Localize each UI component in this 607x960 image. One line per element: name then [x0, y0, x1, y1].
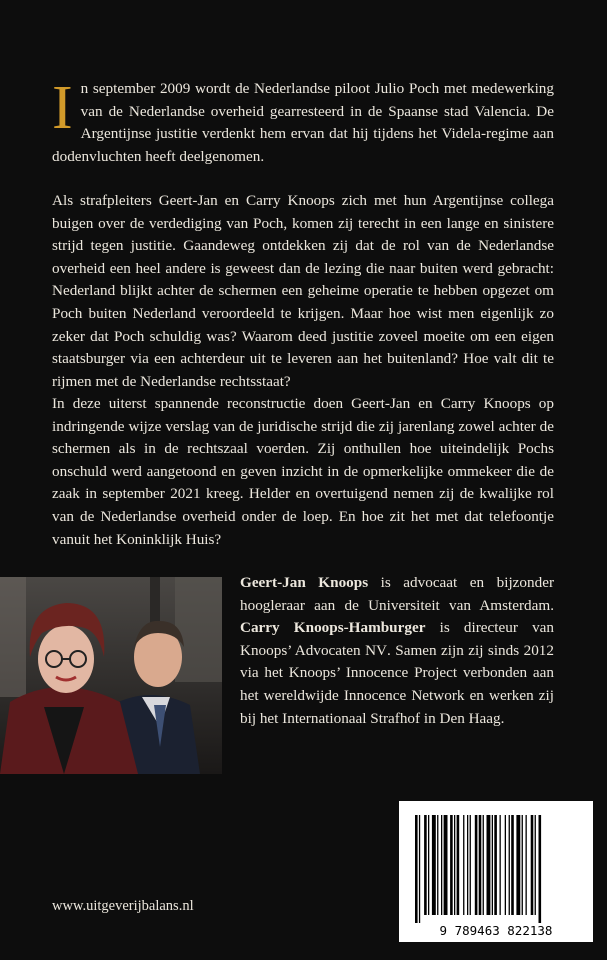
barcode-bar	[454, 815, 455, 915]
barcode-bar	[505, 815, 506, 915]
barcode-bar	[509, 815, 510, 915]
author-name-geert-jan: Geert-Jan Knoops	[240, 574, 369, 591]
barcode-bar	[475, 815, 478, 915]
barcode-bar	[492, 815, 493, 915]
synopsis-paragraph: Als strafpleiters Geert-Jan en Carry Knoops zich met hun Argentijnse collega buigen over de verdediging van Poch, komen zij terecht in een lange en sinistere strijd tegen justitie. Gaandeweg ontdekken zij dat de rol van de Nederlandse overheid een heel andere is geweest dan de lezing die naar buiten werd gebracht: Nederland blijkt achter de schermen een geheime operatie te hebben opgezet om Poch buiten Nederland veroordeeld te krijgen. Maar hoe wist men eigenlijk zo zeker dat Poch schuldig was? Waarom deed justitie zoveel moeite om een eigen staatsburger via een achterdeur uit te leveren aan het buitenland? Hoe valt dit te rijmen met de Nederlandse rechtsstaat?	[52, 192, 554, 390]
barcode-bar	[522, 815, 523, 915]
barcode-icon	[399, 801, 593, 942]
barcode-bar	[487, 815, 491, 915]
barcode-bar	[463, 815, 464, 915]
barcode-bar	[494, 815, 497, 915]
barcode-bar	[441, 815, 442, 915]
barcode-bar	[535, 815, 536, 915]
barcode-bar	[511, 815, 514, 915]
bio-text-2: is directeur van Knoops’ Advocaten	[240, 619, 554, 659]
reconstruction-paragraph: In deze uiterst spannende reconstructie doen Geert-Jan en Carry Knoops op indringende wijze verslag van de juridische strijd die zij jarenlang zowel achter de schermen als in de rechtszaal voerden. Zij onthullen hoe uiteindelijk Pochs onschuld werd aangetoond en geven inzicht in de opmerkelijke ommekeer die de zaak in september 2021 kreeg. Helder en overtuigend nemen zij de kwalijke rol van de Nederlandse overheid onder de loep. En hoe zit het met dat telefoontje vanuit het Koninklijk Huis?	[52, 395, 554, 548]
barcode-bar	[500, 815, 501, 915]
barcode-bar	[539, 815, 542, 923]
intro-text: n september 2009 wordt de Nederlandse piloot Julio Poch met medewerking van de Nederlandse overheid gearresteerd in de Spaanse stad Valencia. De Argentijnse justitie verdenkt hem ervan dat hij tijdens het Videla-regime aan dodenvluchten heeft deelgenomen.	[52, 80, 554, 165]
author-bio	[240, 572, 554, 730]
barcode-bar	[432, 815, 436, 915]
barcode-bar	[444, 815, 448, 915]
publisher-website[interactable]: www.uitgeverijbalans.nl	[52, 898, 194, 914]
barcode-bar	[415, 815, 418, 923]
barcode-bar	[424, 815, 427, 915]
barcode-bar	[483, 815, 484, 915]
nv-abbreviation: NV	[365, 641, 387, 659]
barcode-bar	[479, 815, 482, 915]
drop-cap: I	[52, 74, 73, 142]
intro-paragraph	[52, 74, 554, 168]
barcode-bar	[526, 815, 527, 915]
barcode-bar	[419, 815, 420, 923]
author-name-carry: Carry Knoops-Hamburger	[240, 619, 426, 637]
isbn-barcode	[399, 801, 593, 942]
barcode-bar	[516, 815, 520, 915]
barcode-bar	[437, 815, 438, 915]
barcode-bar	[428, 815, 429, 915]
barcode-bar	[450, 815, 453, 915]
authors-photo-illustration	[0, 577, 222, 774]
barcode-bar	[457, 815, 460, 915]
barcode-number: 9 789463 822138	[439, 923, 553, 938]
authors-photo	[0, 577, 222, 774]
barcode-bar	[467, 815, 468, 915]
barcode-bar	[531, 815, 534, 915]
bio-text-1: is advocaat en bijzonder hoogleraar aan de Universiteit van Amsterdam.	[240, 574, 554, 614]
barcode-bar	[470, 815, 471, 915]
bio-text-3: . Samen zijn zij sinds 2012 via het Knoops’ Innocence Project verbonden aan het wereldwijde Innocence Network en werken zij bij het Internationaal Strafhof in Den Haag.	[240, 641, 554, 727]
